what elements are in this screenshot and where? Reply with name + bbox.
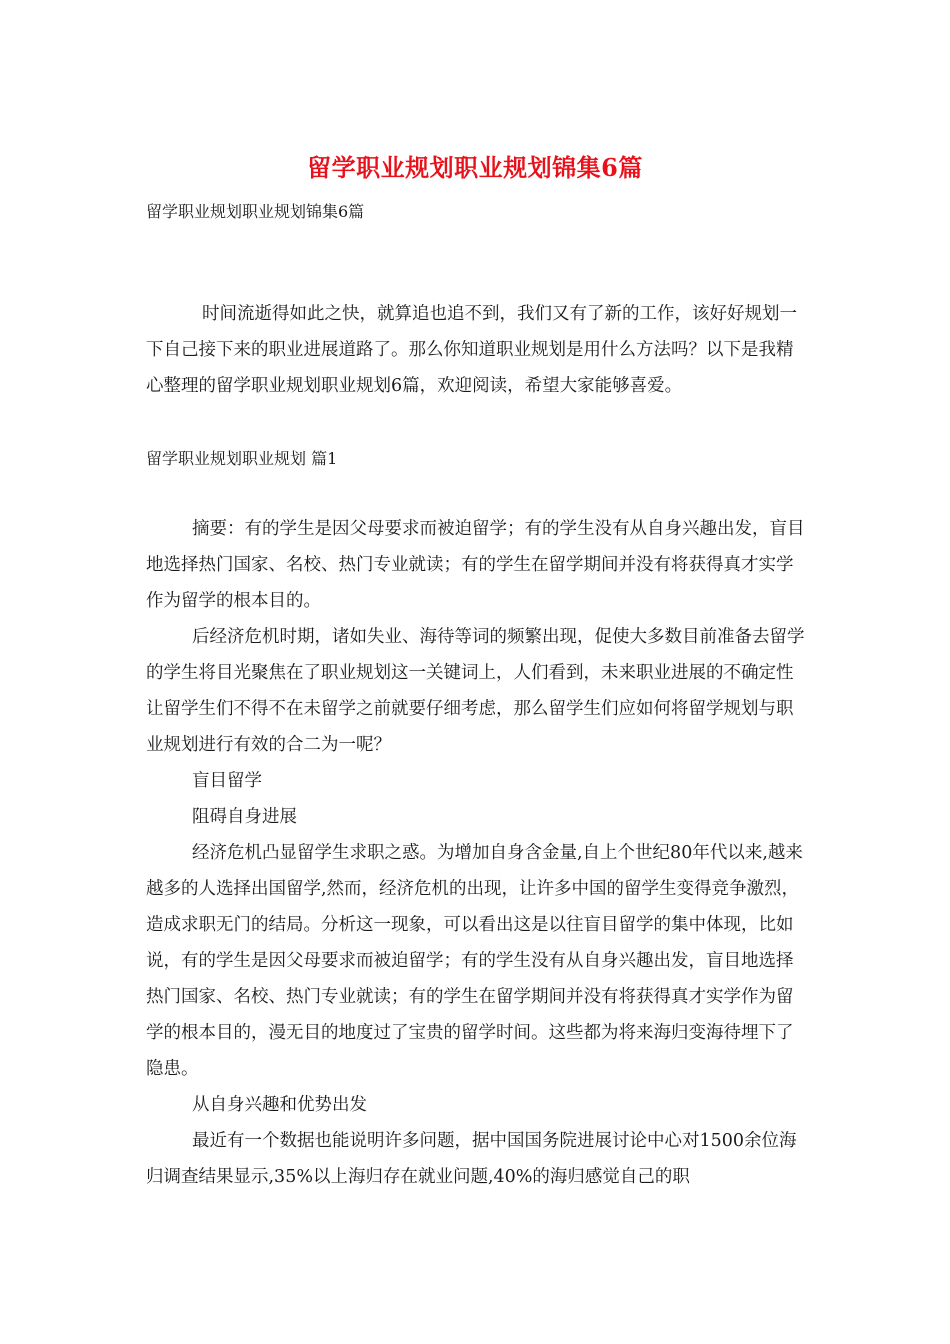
paragraph: 后经济危机时期，诸如失业、海待等词的频繁出现，促使大多数目前准备去留学的学生将目光聚焦在了职业规划这一关键词上，人们看到，未来职业进展的不确定性让留学生们不得不在未留学之前就要仔细考虑，那么留学生们应如何将留学规划与职业规划进行有效的合二为一呢？ [146,627,805,755]
document-subtitle: 留学职业规划职业规划锦集6篇 [146,202,365,221]
paragraph: 最近有一个数据也能说明许多问题，据中国国务院进展讨论中心对1500余位海归调查结果显示,35%以上海归存在就业问题,40%的海归感觉自己的职 [146,1131,797,1187]
paragraph-abstract: 摘要：有的学生是因父母要求而被迫留学；有的学生没有从自身兴趣出发，盲目地选择热门国家、名校、热门专业就读；有的学生在留学期间并没有将获得真才实学作为留学的根本目的。 [146,519,805,611]
intro-paragraph: 时间流逝得如此之快，就算追也追不到，我们又有了新的工作，该好好规划一下自己接下来的职业进展道路了。那么你知道职业规划是用什么方法吗？以下是我精心整理的留学职业规划职业规划6篇，欢迎阅读，希望大家能够喜爱。 [146,304,797,396]
body-text [146,511,806,1195]
document-title: 留学职业规划职业规划锦集6篇 [307,153,643,182]
subheading: 从自身兴趣和优势出发 [192,1095,367,1115]
section-heading: 留学职业规划职业规划 篇1 [146,449,338,468]
subheading: 盲目留学 [192,771,262,791]
subheading: 阻碍自身进展 [192,807,297,827]
paragraph: 经济危机凸显留学生求职之惑。为增加自身含金量,自上个世纪80年代以来,越来越多的人选择出国留学,然而，经济危机的出现，让许多中国的留学生变得竞争激烈，造成求职无门的结局。分析这一现象，可以看出这是以往盲目留学的集中体现，比如说，有的学生是因父母要求而被迫留学；有的学生没有从自身兴趣出发，盲目地选择热门国家、名校、热门专业就读；有的学生在留学期间并没有将获得真才实学作为留学的根本目的，漫无目的地度过了宝贵的留学时间。这些都为将来海归变海待埋下了隐患。 [146,843,803,1079]
